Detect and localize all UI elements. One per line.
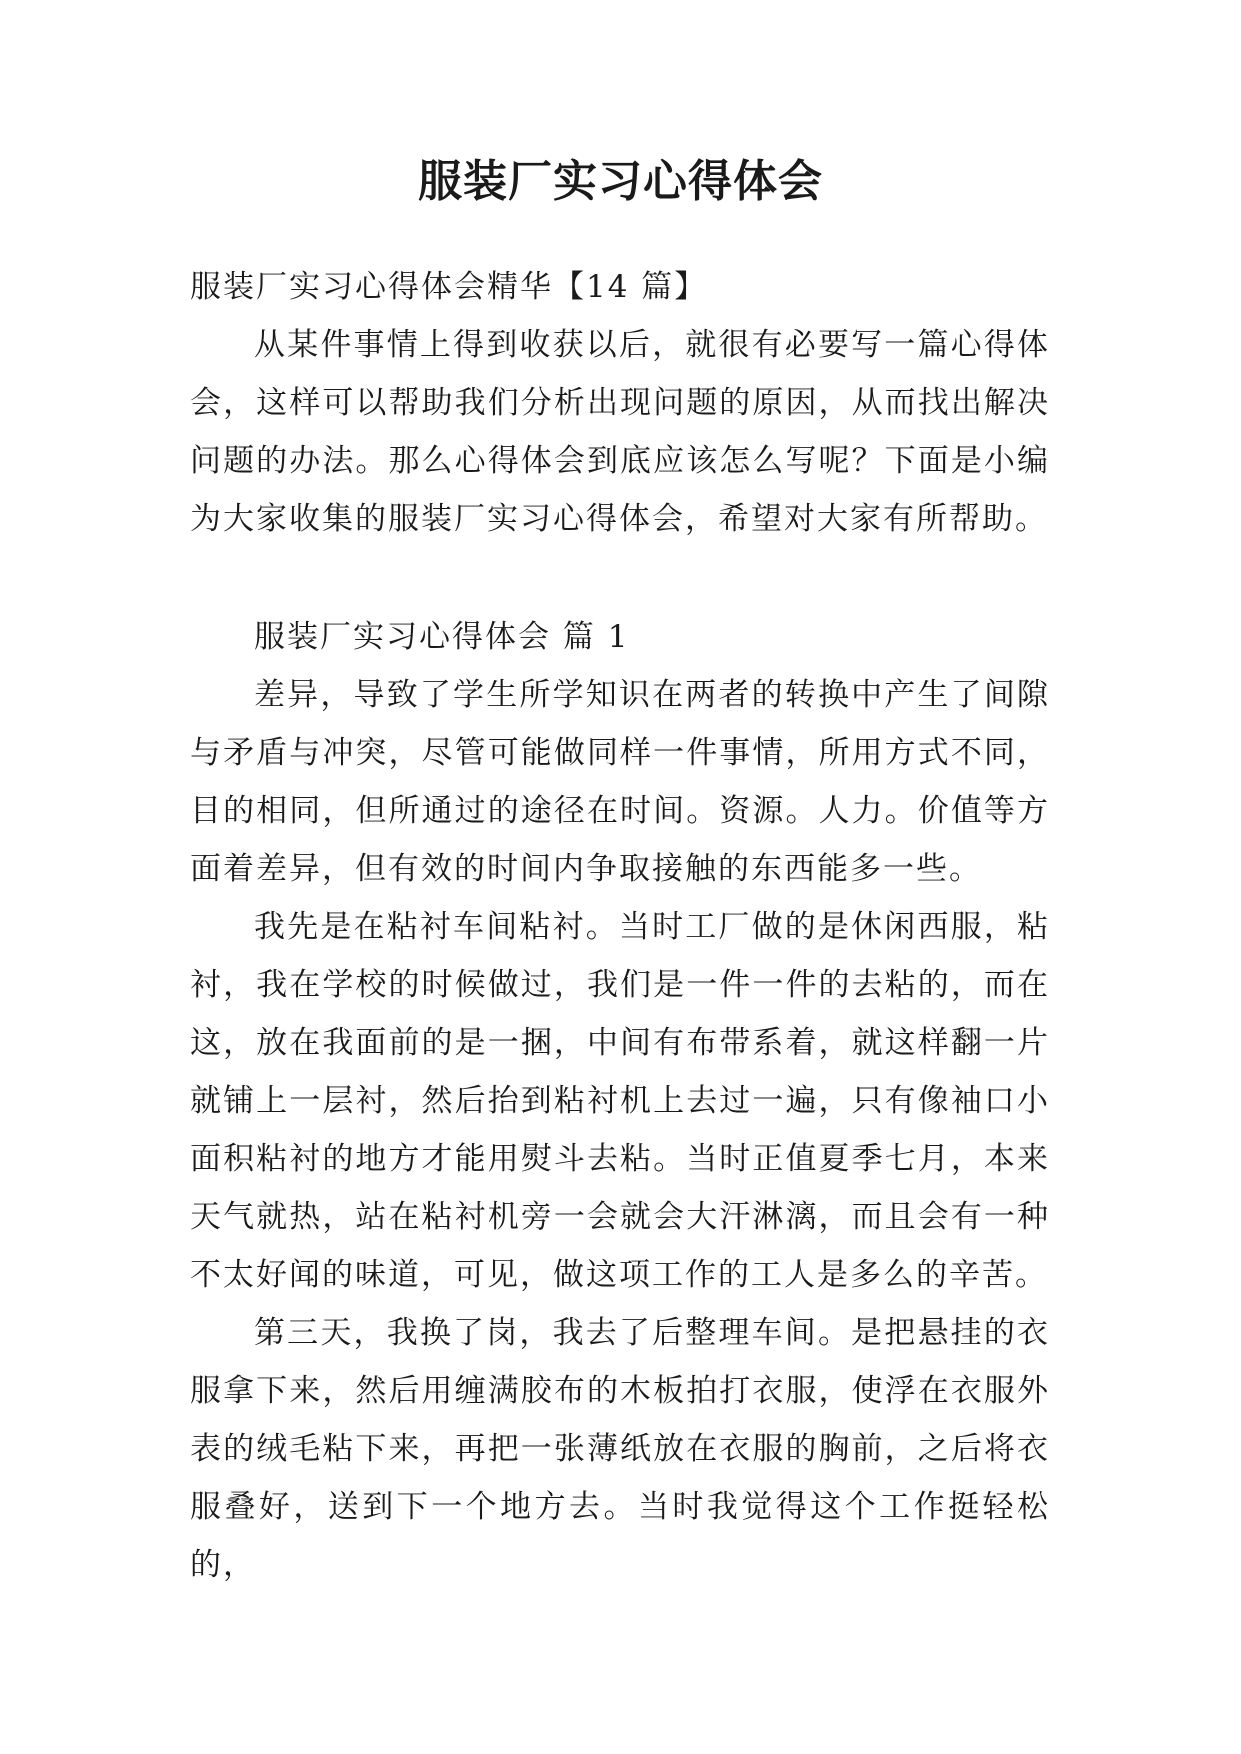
document-title: 服装厂实习心得体会 bbox=[418, 156, 823, 207]
document-subtitle: 服装厂实习心得体会精华【14 篇】 bbox=[190, 269, 708, 305]
body-paragraph-2: 我先是在粘衬车间粘衬。当时工厂做的是休闲西服，粘衬，我在学校的时候做过，我们是一件一件的去粘的，而在这，放在我面前的是一捆，中间有布带系着，就这样翻一片就铺上一层衬，然后抬到粘衬机上去过一遍，只有像袖口小面积粘衬的地方才能用熨斗去粘。当时正值夏季七月，本来天气就热，站在粘衬机旁一会就会大汗淋漓，而且会有一种不太好闻的味道，可见，做这项工作的工人是多么的辛苦。 bbox=[190, 909, 1050, 1293]
section-heading: 服装厂实习心得体会 篇 1 bbox=[254, 619, 630, 655]
body-paragraph-1: 差异，导致了学生所学知识在两者的转换中产生了间隙与矛盾与冲突，尽管可能做同样一件事情，所用方式不同，目的相同，但所通过的途径在时间。资源。人力。价值等方面着差异，但有效的时间内争取接触的东西能多一些。 bbox=[190, 677, 1050, 887]
document-body bbox=[190, 258, 1050, 1594]
intro-paragraph: 从某件事情上得到收获以后，就很有必要写一篇心得体会，这样可以帮助我们分析出现问题的原因，从而找出解决问题的办法。那么心得体会到底应该怎么写呢？下面是小编为大家收集的服装厂实习心得体会，希望对大家有所帮助。 bbox=[190, 327, 1050, 537]
body-paragraph-3: 第三天，我换了岗，我去了后整理车间。是把悬挂的衣服拿下来，然后用缠满胶布的木板拍打衣服，使浮在衣服外表的绒毛粘下来，再把一张薄纸放在衣服的胸前，之后将衣服叠好，送到下一个地方去。当时我觉得这个工作挺轻松的， bbox=[190, 1315, 1050, 1583]
